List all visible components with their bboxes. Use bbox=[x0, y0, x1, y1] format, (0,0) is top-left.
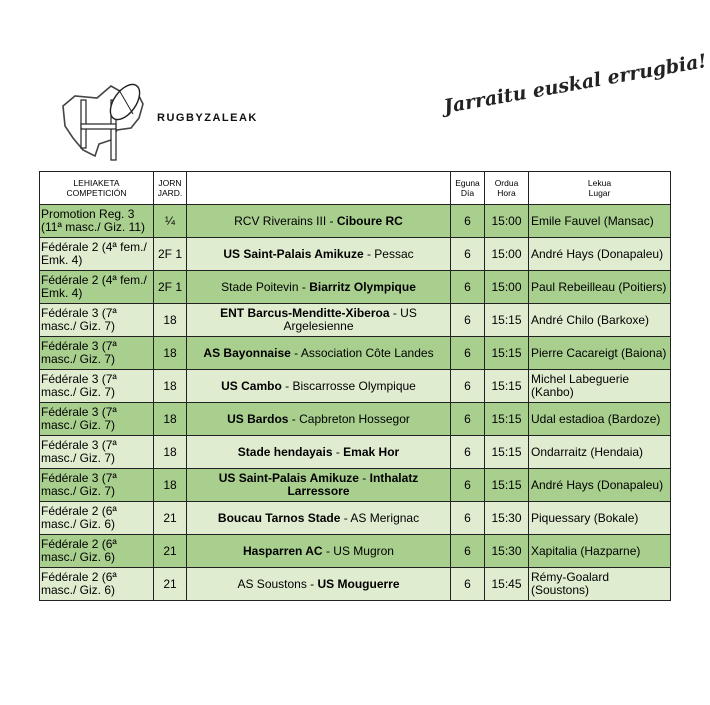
rugbyzaleak-logo bbox=[55, 78, 155, 163]
time-cell: 15:15 bbox=[485, 304, 529, 337]
competition-cell: Fédérale 2 (4ª fem./ Emk. 4) bbox=[40, 271, 154, 304]
time-cell: 15:15 bbox=[485, 469, 529, 502]
place-cell: Rémy-Goalard (Soustons) bbox=[529, 568, 671, 601]
away-team: Association Côte Landes bbox=[300, 345, 434, 360]
competition-cell: Fédérale 2 (6ª masc./ Giz. 6) bbox=[40, 535, 154, 568]
header-match bbox=[187, 172, 451, 205]
day-cell: 6 bbox=[451, 535, 485, 568]
home-team: AS Bayonnaise bbox=[203, 345, 291, 360]
match-separator: - bbox=[389, 306, 401, 320]
match-separator: - bbox=[340, 510, 351, 525]
table-row bbox=[40, 436, 671, 469]
place-cell: Pierre Cacareigt (Baiona) bbox=[529, 337, 671, 370]
table-row bbox=[40, 535, 671, 568]
place-cell: André Chilo (Barkoxe) bbox=[529, 304, 671, 337]
round-cell: 21 bbox=[154, 502, 187, 535]
away-team: US Mouguerre bbox=[317, 576, 400, 591]
day-cell: 6 bbox=[451, 271, 485, 304]
place-cell: Ondarraitz (Hendaia) bbox=[529, 436, 671, 469]
time-cell: 15:15 bbox=[485, 403, 529, 436]
time-cell: 15:45 bbox=[485, 568, 529, 601]
table-row bbox=[40, 205, 671, 238]
round-cell: ¼ bbox=[154, 205, 187, 238]
home-team: US Saint-Palais Amikuze bbox=[223, 246, 364, 261]
match-cell bbox=[187, 535, 451, 568]
round-cell: 18 bbox=[154, 403, 187, 436]
place-cell: Michel Labeguerie (Kanbo) bbox=[529, 370, 671, 403]
match-separator: - bbox=[298, 279, 310, 294]
round-cell: 18 bbox=[154, 304, 187, 337]
header-round: JORN JARD. bbox=[154, 172, 187, 205]
table-row bbox=[40, 403, 671, 436]
day-cell: 6 bbox=[451, 568, 485, 601]
round-cell: 2F 1 bbox=[154, 238, 187, 271]
match-separator: - bbox=[290, 345, 301, 360]
competition-cell: Fédérale 3 (7ª masc./ Giz. 7) bbox=[40, 370, 154, 403]
table-row bbox=[40, 469, 671, 502]
header-day: Eguna Día bbox=[451, 172, 485, 205]
brand-name: RUGBYZALEAK bbox=[157, 112, 258, 124]
competition-cell: Fédérale 2 (4ª fem./ Emk. 4) bbox=[40, 238, 154, 271]
match-separator: - bbox=[332, 444, 344, 459]
place-cell: André Hays (Donapaleu) bbox=[529, 469, 671, 502]
header-place: Lekua Lugar bbox=[529, 172, 671, 205]
table-header-row bbox=[40, 172, 671, 205]
away-team: US Mugron bbox=[333, 543, 394, 558]
match-cell bbox=[187, 271, 451, 304]
match-cell bbox=[187, 205, 451, 238]
day-cell: 6 bbox=[451, 502, 485, 535]
match-separator: - bbox=[281, 378, 293, 393]
match-cell bbox=[187, 502, 451, 535]
round-cell: 18 bbox=[154, 436, 187, 469]
match-separator: - bbox=[288, 411, 300, 426]
place-cell: Piquessary (Bokale) bbox=[529, 502, 671, 535]
home-team: Hasparren AC bbox=[243, 543, 323, 558]
header-time: Ordua Hora bbox=[485, 172, 529, 205]
header-competition: LEHIAKETA COMPETICIÓN bbox=[40, 172, 154, 205]
home-team: AS Soustons bbox=[237, 576, 307, 591]
home-team: Stade hendayais bbox=[237, 444, 333, 459]
match-cell bbox=[187, 370, 451, 403]
competition-cell: Fédérale 3 (7ª masc./ Giz. 7) bbox=[40, 337, 154, 370]
round-cell: 18 bbox=[154, 370, 187, 403]
place-cell: Udal estadioa (Bardoze) bbox=[529, 403, 671, 436]
place-cell: André Hays (Donapaleu) bbox=[529, 238, 671, 271]
match-cell bbox=[187, 238, 451, 271]
fixtures-table bbox=[39, 171, 671, 601]
table-row bbox=[40, 337, 671, 370]
away-team: Biarritz Olympique bbox=[309, 279, 416, 294]
time-cell: 15:15 bbox=[485, 337, 529, 370]
away-team: Emak Hor bbox=[343, 444, 400, 459]
competition-cell: Fédérale 2 (6ª masc./ Giz. 6) bbox=[40, 502, 154, 535]
day-cell: 6 bbox=[451, 469, 485, 502]
round-cell: 21 bbox=[154, 535, 187, 568]
match-cell bbox=[187, 403, 451, 436]
match-cell bbox=[187, 568, 451, 601]
slogan: Jarraitu euskal errugbia! bbox=[442, 50, 709, 118]
place-cell: Paul Rebeilleau (Poitiers) bbox=[529, 271, 671, 304]
away-team: US Argelesienne bbox=[283, 306, 417, 333]
table-row bbox=[40, 370, 671, 403]
home-team: US Saint-Palais Amikuze bbox=[218, 471, 359, 485]
place-cell: Emile Fauvel (Mansac) bbox=[529, 205, 671, 238]
match-separator: - bbox=[326, 213, 337, 228]
match-cell bbox=[187, 436, 451, 469]
away-team: Pessac bbox=[374, 246, 414, 261]
time-cell: 15:15 bbox=[485, 370, 529, 403]
competition-cell: Fédérale 3 (7ª masc./ Giz. 7) bbox=[40, 403, 154, 436]
match-cell bbox=[187, 469, 451, 502]
home-team: Stade Poitevin bbox=[221, 279, 299, 294]
match-separator: - bbox=[306, 576, 318, 591]
day-cell: 6 bbox=[451, 403, 485, 436]
match-cell bbox=[187, 337, 451, 370]
day-cell: 6 bbox=[451, 436, 485, 469]
home-team: ENT Barcus-Menditte-Xiberoa bbox=[220, 306, 390, 320]
place-cell: Xapitalia (Hazparne) bbox=[529, 535, 671, 568]
home-team: US Cambo bbox=[221, 378, 282, 393]
competition-cell: Fédérale 3 (7ª masc./ Giz. 7) bbox=[40, 436, 154, 469]
competition-cell: Fédérale 2 (6ª masc./ Giz. 6) bbox=[40, 568, 154, 601]
away-team: AS Merignac bbox=[350, 510, 420, 525]
away-team: Biscarrosse Olympique bbox=[292, 378, 416, 393]
round-cell: 21 bbox=[154, 568, 187, 601]
away-team: Inthalatz Larressore bbox=[287, 471, 419, 498]
match-separator: - bbox=[358, 471, 370, 485]
time-cell: 15:00 bbox=[485, 205, 529, 238]
day-cell: 6 bbox=[451, 337, 485, 370]
match-separator: - bbox=[363, 246, 375, 261]
time-cell: 15:30 bbox=[485, 535, 529, 568]
competition-cell: Promotion Reg. 3 (11ª masc./ Giz. 11) bbox=[40, 205, 154, 238]
match-cell bbox=[187, 304, 451, 337]
round-cell: 18 bbox=[154, 469, 187, 502]
away-team: Ciboure RC bbox=[336, 213, 403, 228]
round-cell: 18 bbox=[154, 337, 187, 370]
table-row bbox=[40, 502, 671, 535]
round-cell: 2F 1 bbox=[154, 271, 187, 304]
home-team: US Bardos bbox=[227, 411, 289, 426]
home-team: RCV Riverains III bbox=[234, 213, 327, 228]
match-separator: - bbox=[322, 543, 334, 558]
time-cell: 15:15 bbox=[485, 436, 529, 469]
time-cell: 15:00 bbox=[485, 238, 529, 271]
competition-cell: Fédérale 3 (7ª masc./ Giz. 7) bbox=[40, 469, 154, 502]
home-team: Boucau Tarnos Stade bbox=[217, 510, 341, 525]
competition-cell: Fédérale 3 (7ª masc./ Giz. 7) bbox=[40, 304, 154, 337]
away-team: Capbreton Hossegor bbox=[299, 411, 410, 426]
time-cell: 15:30 bbox=[485, 502, 529, 535]
day-cell: 6 bbox=[451, 370, 485, 403]
time-cell: 15:00 bbox=[485, 271, 529, 304]
table-row bbox=[40, 304, 671, 337]
table-row bbox=[40, 271, 671, 304]
day-cell: 6 bbox=[451, 304, 485, 337]
table-row bbox=[40, 238, 671, 271]
day-cell: 6 bbox=[451, 205, 485, 238]
table-row bbox=[40, 568, 671, 601]
day-cell: 6 bbox=[451, 238, 485, 271]
